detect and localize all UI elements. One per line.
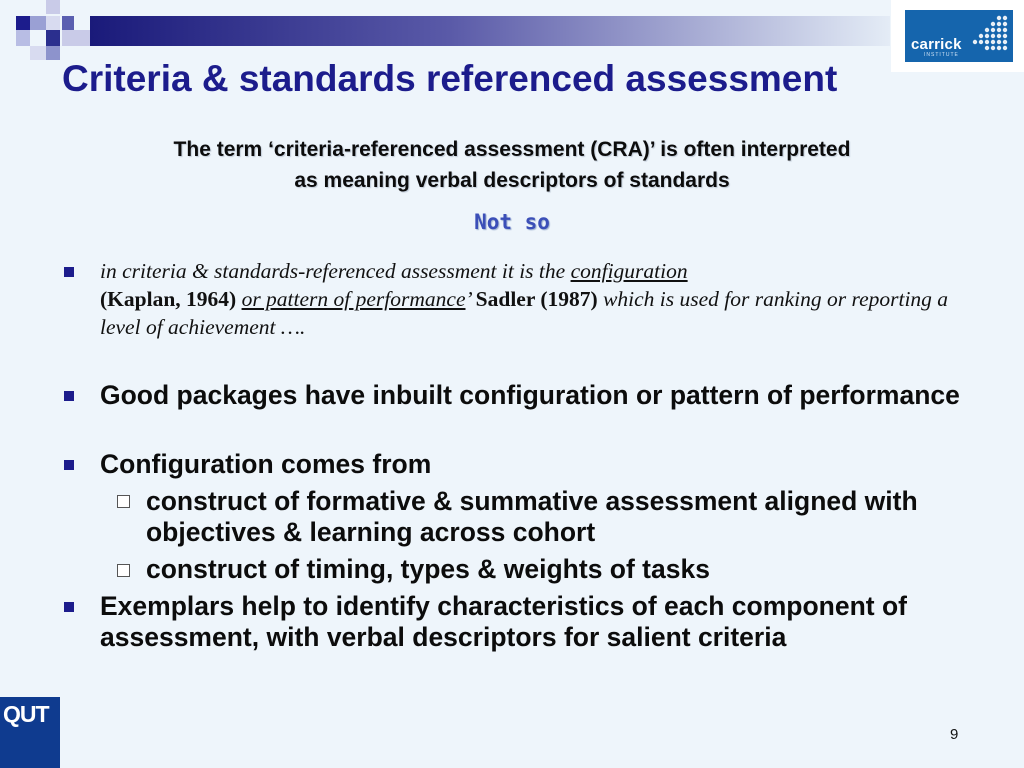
logo-subtext: INSTITUTE (924, 52, 959, 58)
quote-part-a: in criteria & standards-referenced assessment it is the (100, 259, 571, 283)
decor-square (46, 46, 60, 60)
decor-square (46, 16, 60, 30)
bullet-item: Good packages have inbuilt configuration or pattern of performance (100, 380, 960, 410)
decor-square (46, 0, 60, 14)
decor-square (30, 46, 46, 60)
decor-square (46, 30, 60, 46)
quote-paragraph (100, 257, 950, 341)
qut-logo (0, 697, 60, 768)
header-gradient-bar (90, 16, 890, 46)
quote-part-d: or pattern of performance (241, 287, 466, 311)
bullet-marker (64, 391, 74, 401)
sub-bullet-item: construct of timing, types & weights of tasks (146, 554, 710, 584)
page-number: 9 (950, 726, 959, 743)
sub-bullet-marker (117, 495, 130, 508)
sub-bullet-marker (117, 564, 130, 577)
quote-part-g: which is used for ranking or reporting a level of achievement …. (100, 287, 949, 339)
quote-part-e: ’ (465, 287, 476, 311)
slide-title: Criteria & standards referenced assessment (62, 58, 838, 99)
quote-part-c: (Kaplan, 1964) (100, 287, 242, 311)
quote-part-b: configuration (570, 259, 688, 283)
decor-square (30, 16, 46, 30)
decor-square (62, 30, 90, 46)
bullet-marker (64, 602, 74, 612)
intro-statement (0, 134, 1024, 196)
quote-part-f: Sadler (1987) (475, 287, 604, 311)
sub-bullet-item: construct of formative & summative assessment aligned with objectives & learning across cohort (146, 486, 918, 547)
decor-square (62, 16, 74, 30)
qut-logo-text: QUT (3, 701, 49, 727)
bullet-item: Exemplars help to identify characteristics of each component of assessment, with verbal descriptors for salient criteria (100, 591, 907, 652)
logo-text: carrick (911, 36, 962, 53)
intro-line-1: The term ‘criteria-referenced assessment (CRA)’ is often interpreted (173, 138, 851, 161)
intro-line-2: as meaning verbal descriptors of standards (294, 169, 730, 192)
bullet-marker (64, 267, 74, 277)
emphasis-text: Not so (474, 210, 550, 234)
bullet-item: Configuration comes from (100, 449, 432, 479)
carrick-logo (905, 10, 1013, 62)
bullet-marker (64, 460, 74, 470)
decor-square (16, 30, 30, 46)
decor-square (16, 16, 30, 30)
